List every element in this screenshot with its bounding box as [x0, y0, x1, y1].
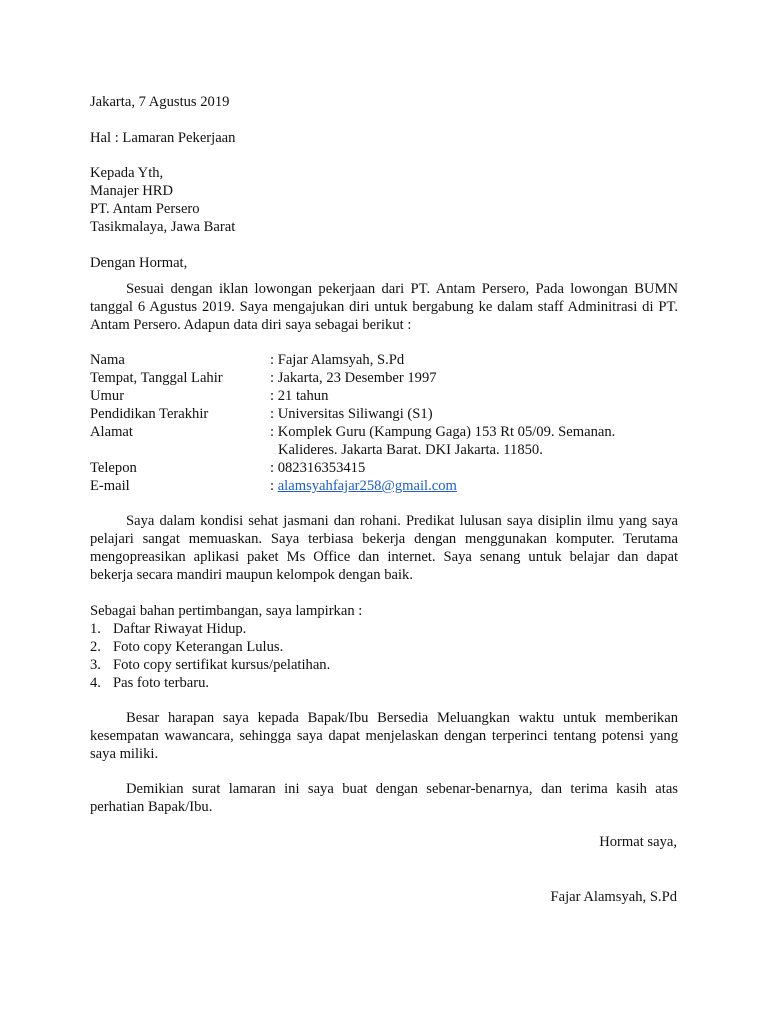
field-value: : 082316353415: [270, 460, 366, 476]
field-value: : 21 tahun: [270, 388, 329, 404]
closing-line: perhatian Bapak/Ibu.: [90, 799, 213, 815]
field-label: Alamat: [90, 424, 133, 440]
list-item: Pas foto terbaru.: [113, 675, 210, 691]
recipient-line: Tasikmalaya, Jawa Barat: [90, 219, 236, 235]
closing-line: Demikian surat lamaran ini saya buat dengan sebenar-benarnya, dan terima kasih atas: [126, 781, 678, 797]
field-row-umur: [90, 387, 690, 405]
list-item: Foto copy Keterangan Lulus.: [113, 639, 284, 655]
hope-paragraph: [90, 709, 678, 763]
intro-line: tanggal 6 Agustus 2019. Saya mengajukan diri untuk bergabung ke dalam staff Adminitrasi di PT.: [90, 299, 678, 315]
recipient-line: Kepada Yth,: [90, 165, 164, 181]
field-label: Tempat, Tanggal Lahir: [90, 370, 223, 386]
list-item-number: 3.: [90, 657, 101, 673]
letter-date: Jakarta, 7 Agustus 2019: [90, 94, 230, 110]
closing-paragraph: [90, 780, 678, 816]
field-value: : Jakarta, 23 Desember 1997: [270, 370, 437, 386]
list-item: Daftar Riwayat Hidup.: [113, 621, 247, 637]
field-label: Nama: [90, 352, 125, 368]
greeting: Dengan Hormat,: [90, 255, 188, 271]
field-row-telepon: [90, 459, 690, 477]
field-value: Kalideres. Jakarta Barat. DKI Jakarta. 11850.: [278, 442, 543, 458]
field-row-pendidikan: [90, 405, 690, 423]
email-prefix: :: [270, 478, 278, 494]
field-label: Pendidikan Terakhir: [90, 406, 209, 422]
field-value: : Komplek Guru (Kampung Gaga) 153 Rt 05/09. Semanan.: [270, 424, 616, 440]
list-item: Foto copy sertifikat kursus/pelatihan.: [113, 657, 331, 673]
field-row-alamat: [90, 423, 690, 441]
sign-off: Hormat saya,: [599, 834, 677, 850]
recipient-line: PT. Antam Persero: [90, 201, 200, 217]
recipient-line: Manajer HRD: [90, 183, 174, 199]
field-label: Telepon: [90, 460, 137, 476]
skills-line: Saya dalam kondisi sehat jasmani dan rohani. Predikat lulusan saya disiplin ilmu yang saya: [126, 513, 678, 529]
list-item-number: 4.: [90, 675, 101, 691]
skills-line: bekerja secara mandiri maupun kelompok dengan baik.: [90, 567, 413, 583]
intro-line: Sesuai dengan iklan lowongan pekerjaan dari PT. Antam Persero, Pada lowongan BUMN: [126, 281, 678, 297]
hope-line: Besar harapan saya kepada Bapak/Ibu Bersedia Meluangkan waktu untuk memberikan: [126, 710, 678, 726]
email-link[interactable]: alamsyahfajar258@gmail.com: [277, 478, 457, 494]
skills-line: mengopreasikan aplikasi paket Ms Office dan internet. Saya senang untuk belajar dan dapat: [90, 549, 678, 565]
skills-line: pelajari sangat memuaskan. Saya terbiasa bekerja dengan menggunakan komputer. Terutama: [90, 531, 678, 547]
field-label: Umur: [90, 388, 125, 404]
intro-line: Antam Persero. Adapun data diri saya sebagai berikut :: [90, 317, 412, 333]
list-item-number: 1.: [90, 621, 101, 637]
skills-paragraph: [90, 512, 678, 584]
hope-line: kesempatan wawancara, sehingga saya dapat menjelaskan dengan terperinci tentang potensi yang: [90, 728, 678, 744]
field-value: : Universitas Siliwangi (S1): [270, 406, 433, 422]
field-row-alamat-cont: [90, 441, 690, 459]
field-value: : Fajar Alamsyah, S.Pd: [270, 352, 405, 368]
field-row-ttl: [90, 369, 690, 387]
letter-subject: Hal : Lamaran Pekerjaan: [90, 130, 236, 146]
field-label: E-mail: [90, 478, 130, 494]
list-item-number: 2.: [90, 639, 101, 655]
field-row-email: [90, 477, 690, 495]
intro-paragraph: [90, 280, 678, 334]
field-row-nama: [90, 351, 690, 369]
hope-line: saya miliki.: [90, 746, 159, 762]
attachments-intro: Sebagai bahan pertimbangan, saya lampirkan :: [90, 603, 363, 619]
field-value: [270, 477, 457, 495]
signature-name: Fajar Alamsyah, S.Pd: [550, 889, 677, 905]
